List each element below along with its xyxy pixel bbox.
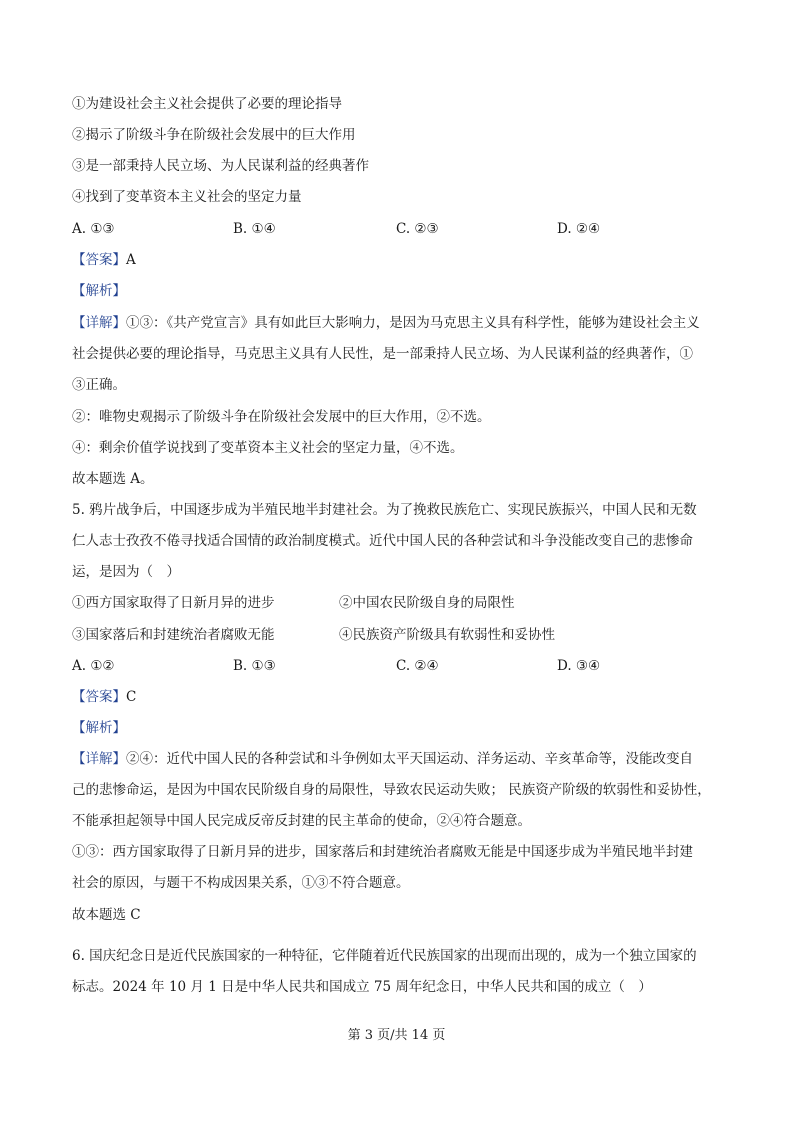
q4-option-a: A. ①③ <box>72 221 115 237</box>
q5-stem-3: 运，是因为（ ） <box>72 564 180 580</box>
q4-option-c: C. ②③ <box>396 221 439 237</box>
q4-item-3: ③是一部秉持人民立场、为人民谋利益的经典著作 <box>72 158 369 174</box>
q5-stem-2: 仁人志士孜孜不倦寻找适合国情的政治制度模式。近代中国人民的各种尝试和斗争没能改变自己的悲惨命 <box>72 533 693 549</box>
q4-answer <box>72 251 136 269</box>
q4-conclusion: 故本题选 A。 <box>72 471 154 487</box>
q6-stem-1: 6. 国庆纪念日是近代民族国家的一种特征，它伴随着近代民族国家的出现而出现的，成为一个独立国家的 <box>72 948 697 964</box>
q4-option-b: B. ①④ <box>233 221 276 237</box>
detail-text: ②④：近代中国人民的各种尝试和斗争例如太平天国运动、洋务运动、辛亥革命等，没能改变自 <box>126 751 693 767</box>
q4-analysis-tag: 【解析】 <box>72 283 126 299</box>
q5-item-3: ③国家落后和封建统治者腐败无能 <box>72 627 275 643</box>
q5-stem-1: 5. 鸦片战争后，中国逐步成为半殖民地半封建社会。为了挽救民族危亡、实现民族振兴，中国人民和无数 <box>72 502 697 518</box>
detail-tag: 【详解】 <box>72 751 126 767</box>
answer-value: C <box>126 689 137 705</box>
q5-option-b: B. ①③ <box>233 658 276 674</box>
q4-detail-2: 社会提供必要的理论指导，马克思主义具有人民性，是一部秉持人民立场、为人民谋利益的经典著作，① <box>72 346 693 362</box>
q5-item-2: ②中国农民阶级自身的局限性 <box>339 595 515 611</box>
q4-detail-4: ②：唯物史观揭示了阶级斗争在阶级社会发展中的巨大作用，②不选。 <box>72 409 491 425</box>
q5-detail-1 <box>72 750 693 768</box>
q4-option-d: D. ②④ <box>557 221 601 237</box>
q5-option-c: C. ②④ <box>396 658 439 674</box>
q5-option-d: D. ③④ <box>557 658 601 674</box>
q5-option-a: A. ①② <box>72 658 115 674</box>
q5-detail-3: 不能承担起领导中国人民完成反帝反封建的民主革命的使命，②④符合题意。 <box>72 813 531 829</box>
q4-item-4: ④找到了变革资本主义社会的坚定力量 <box>72 189 302 205</box>
q4-item-2: ②揭示了阶级斗争在阶级社会发展中的巨大作用 <box>72 127 356 143</box>
q5-detail-5: 社会的原因，与题干不构成因果关系，①③不符合题意。 <box>72 875 410 891</box>
answer-tag: 【答案】 <box>72 252 126 268</box>
q4-detail-5: ④：剩余价值学说找到了变革资本主义社会的坚定力量，④不选。 <box>72 440 464 456</box>
q5-answer <box>72 688 136 706</box>
q5-item-4: ④民族资产阶级具有软弱性和妥协性 <box>339 627 555 643</box>
q4-detail-1 <box>72 314 700 332</box>
page-footer: 第 3 页/共 14 页 <box>347 1028 446 1043</box>
q4-detail-3: ③正确。 <box>72 377 126 393</box>
q5-conclusion: 故本题选 C <box>72 907 141 923</box>
detail-tag: 【详解】 <box>72 315 126 331</box>
answer-tag: 【答案】 <box>72 689 126 705</box>
q4-item-1: ①为建设社会主义社会提供了必要的理论指导 <box>72 96 342 112</box>
q5-detail-4: ①③：西方国家取得了日新月异的进步，国家落后和封建统治者腐败无能是中国逐步成为半殖民地半封建 <box>72 844 693 860</box>
q5-item-1: ①西方国家取得了日新月异的进步 <box>72 595 275 611</box>
detail-text: ①③：《共产党宣言》具有如此巨大影响力，是因为马克思主义具有科学性，能够为建设社会主义 <box>126 315 700 331</box>
q6-stem-2: 标志。2024 年 10 月 1 日是中华人民共和国成立 75 周年纪念日，中华人民共和国的成立（ ） <box>72 979 652 995</box>
q5-analysis-tag: 【解析】 <box>72 720 126 736</box>
answer-value: A <box>126 252 136 268</box>
q5-detail-2: 己的悲惨命运，是因为中国农民阶级自身的局限性，导致农民运动失败； 民族资产阶级的软弱性和妥协性， <box>72 782 711 798</box>
